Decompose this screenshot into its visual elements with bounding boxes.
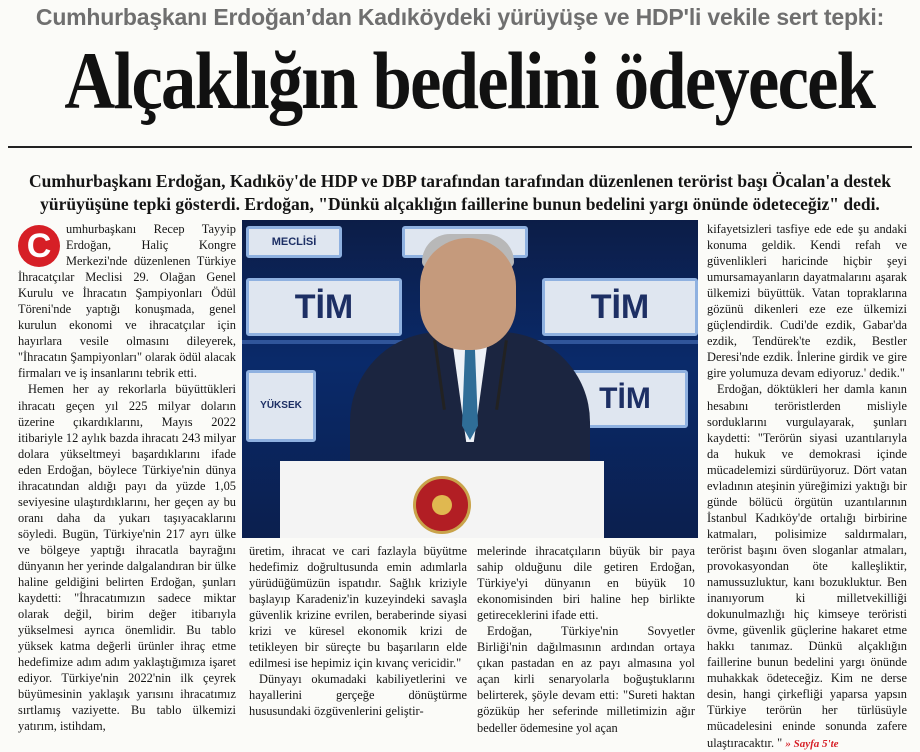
- spot-line-2: yürüyüşüne tepki gösterdi. Erdoğan, "Dünkü alçaklığın faillerine bunun bedelini yargı önünde ödeteceğiz" dedi.: [40, 194, 880, 214]
- paragraph: Hemen her ay rekorlarla büyüttükleri ihracatı geçen yıl 225 milyar doların üzerine çıkardıklarını, Mayıs 2022 itibariyle 12 aylık bazda ihracatı 243 milyar dolara yükseltmeyi başardıklarını ifade eden Erdoğan, böylece Türkiye'nin dünya ihracatından aldığı payı da yüzde 1,05 seviyesine ulaştırdıklarını, her geçen ay bu oranı daha da yukarı taşıyacaklarını söyledi. Bugün, Türkiye'nin 217 ayrı ülke ve bölgeye yaptığı ihracatla bayrağını dünyanın her yerinde dalgalandıran bir ülke haline geldiğini belirten Erdoğan, şunları kaydetti: "İhracatımızın sadece miktar olarak değil, birim değer itibarıyla yükselmesi ayrıca önemlidir. Bu tablo yüksek katma değerli ürünler ihraç etme hedefimize adım adım yaklaştığımıza işaret ediyor. Türkiye'nin 2022'nin ilk çeyrek büyümesinin yaklaşık yarısını ihracatımız sırtlamış vaziyette. Bu tablo ülkemizi yatırım, istihdam,: [18, 382, 236, 734]
- screen-panel: TİM: [246, 278, 402, 336]
- dropcap: C: [18, 225, 60, 267]
- paragraph: Dünyayı okumadaki kabiliyetlerini ve hayallerini gerçeğe dönüştürme hususundaki özgüvenlerini geliştir-: [249, 672, 467, 719]
- paragraph: Erdoğan, Türkiye'nin Sovyetler Birliği'nin dağılmasının ardından ortaya çıkan pastadan en az payı almasına yol açan kirli senaryolarla boğuştuklarını belirterek, şöyle devam etti: "Sureti haktan gözüküp her seferinde milletimizin ağır bedeller ödemesine yol açan: [477, 624, 695, 735]
- speaker-head: [420, 238, 516, 350]
- spot-line-1: Cumhurbaşkanı Erdoğan, Kadıköy'de HDP ve DBP tarafından tarafından düzenlenen terörist başı Öcalan'a destek: [29, 171, 891, 191]
- screen-panel: MECLİSİ: [246, 226, 342, 258]
- paragraph: [707, 381, 907, 751]
- paragraph: kifayetsizleri tasfiye ede ede şu andaki konuma geldik. Kendi refah ve güvenlikleri haricinde hiçbir şeyi umursamayanların dayatmalarını aşarak ülkemizi büyüttük. Vatan topraklarına gözünü dikenleri eze eze ülkemizi güçlendirdik. Cudi'de ezdik, Gabar'da ezdik, Tendürek'te ezdik, Bestler Deresi'nde ezdik. İnlerine girdik ve gire gire yolumuza devam ediyoruz.' dedik.": [707, 222, 907, 381]
- headline: Alçaklığın bedelini ödeyecek: [64, 35, 875, 126]
- news-photo: [242, 220, 698, 538]
- screen-panel: TİM: [542, 278, 698, 336]
- divider: [8, 146, 912, 148]
- paragraph: üretim, ihracat ve cari fazlayla büyütme hedefimiz doğrultusunda emin adımlarla yürüdüğümüzün ispatıdır. Sağlık kriziyle başlayıp Karadeniz'in kuzeyindeki savaşla güvenlik krizine evrilen, beraberinde siyasi krizi ve küresel ekonomik krizi de tetikleyen bir süreçte bu başarıların elde edilmesi ise hepimiz için kıvanç vericidir.": [249, 544, 467, 671]
- screen-panel: YÜKSEK: [246, 370, 316, 442]
- column-2: [249, 543, 467, 720]
- column-1: [18, 221, 236, 735]
- continued-link[interactable]: » Sayfa 5'te: [785, 737, 839, 750]
- paragraph: melerinde ihracatçıların büyük bir paya sahip olduğunu dile getiren Erdoğan, Türkiye'yi dünyanın en büyük 10 ekonomisinden biri haline hep birlikte getireceklerini ifade etti.: [477, 544, 695, 623]
- presidential-seal-icon: [413, 476, 471, 534]
- screen-panel: TİM: [562, 370, 688, 428]
- paragraph: umhurbaşkanı Recep Tayyip Erdoğan, Haliç Kongre Merkezi'nde düzenlenen Türkiye İhracatçılar Meclisi 29. Olağan Genel Kurulu ve İhracatın Şampiyonları Ödül Töreni'nde yaptığı konuşmada, genel kurulun ekonomi ve ihracatçılar için hayırlara vesile olmasını dileyerek, "İhracatın Şampiyonları" olarak ödül alacak firmaları ve iş insanlarını tebrik etti.: [18, 222, 236, 381]
- column-4: [707, 221, 907, 752]
- column-3: [477, 543, 695, 736]
- paragraph-text: Erdoğan, döktükleri her damla kanın hesabını teröristlerden misliyle sorduklarını vurgulayarak, şunları kaydetti: "Terörün siyasi uzantılarıyla da hukuk ve demokrasi içinde mücadelemizi sürdürüyoruz. Dört vatan evladının ateşinin yüreğimizi yaktığı bir günde bölücü örgütün uzantılarının İstanbul Kadıköy'de ortalığı birbirine katmaları, polisimize saldırmaları, terörist başını öven sloganlar atmaları, provokasyondan öte kalleşliktir, namussuzluktur, kanı bozukluktur. Ben inanıyorum ki milletvekilliği dokunulmazlığı hiç kimseye teröristi övme, güvenlik güçlerine hakaret etme hakkı tanımaz. Dünkü alçaklığın faillerine bunun bedelini yargı önünde muhakkak ödeteceğiz. Kim ne derse desin, hangi çirkefliği yaparsa yapsın Türkiye terörün her türlüsüyle mücadelesini eninde sonunda zafere ulaştıracaktır. ": [707, 382, 907, 750]
- kicker: Cumhurbaşkanı Erdoğan’dan Kadıköydeki yürüyüşe ve HDP'li vekile sert tepki:: [35, 4, 885, 30]
